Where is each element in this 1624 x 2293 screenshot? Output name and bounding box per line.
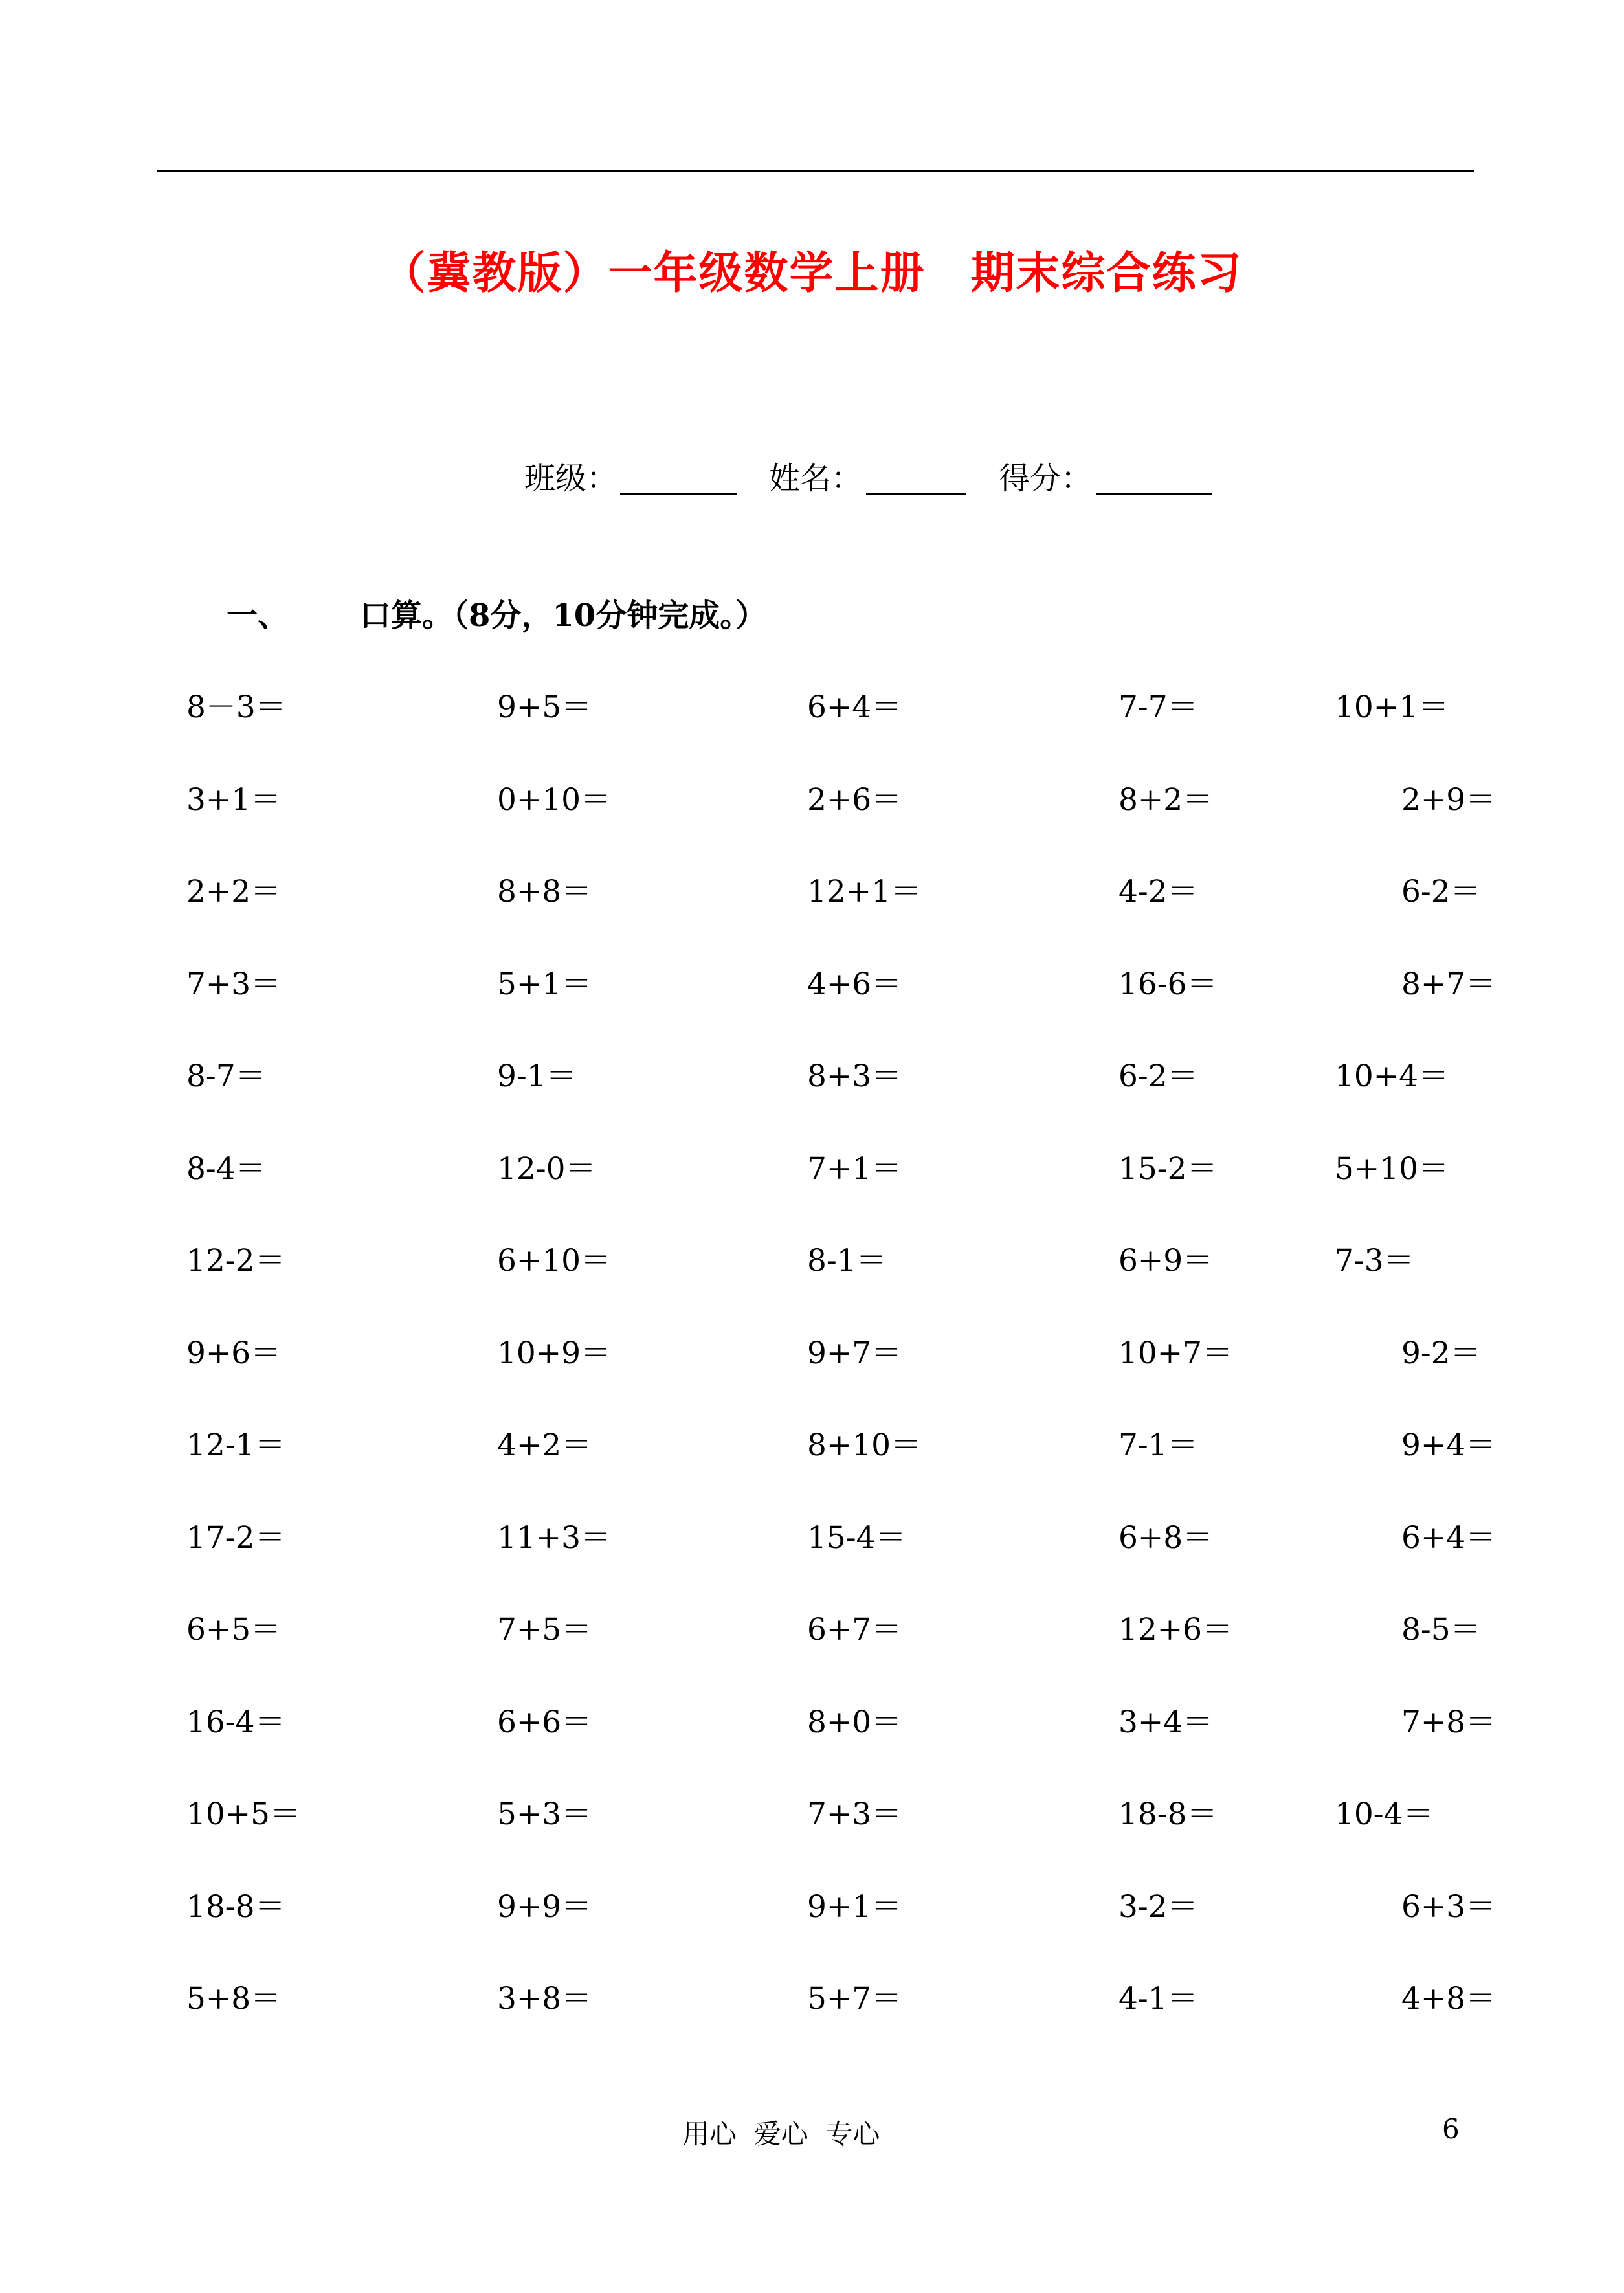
problem-cell: 9+5＝ [497,689,592,725]
problem-cell: 8+3＝ [807,1058,902,1094]
problem-cell: 8-5＝ [1401,1612,1481,1648]
class-blank[interactable] [620,493,737,495]
problem-cell: 8+8＝ [497,874,592,910]
problem-cell: 10+1＝ [1335,689,1449,725]
name-label: 姓名： [769,460,863,497]
problem-cell: 4+6＝ [807,967,902,1002]
problem-cell: 7+3＝ [186,967,282,1002]
problem-cell: 9+6＝ [186,1336,282,1371]
page-number: 6 [1442,2113,1460,2145]
problem-cell: 6+3＝ [1401,1889,1496,1925]
problem-cell: 9+1＝ [807,1889,902,1925]
problem-cell: 18-8＝ [1118,1796,1218,1832]
problem-cell: 2+6＝ [807,782,902,818]
problem-cell: 5+1＝ [497,967,592,1002]
class-label: 班级： [524,460,618,497]
problem-cell: 8-1＝ [807,1243,887,1279]
problem-cell: 6+10＝ [497,1243,612,1279]
problem-cell: 6+6＝ [497,1705,592,1740]
problem-cell: 9-2＝ [1401,1336,1481,1371]
footer-motto: 用心 爱心 专心 [682,2118,880,2150]
problem-cell: 4-2＝ [1118,874,1198,910]
problem-cell: 5+10＝ [1335,1151,1449,1187]
problem-cell: 8+7＝ [1401,967,1496,1002]
problem-cell: 12+1＝ [807,874,922,910]
problem-cell: 4+2＝ [497,1427,592,1463]
problem-cell: 10+4＝ [1335,1058,1449,1094]
problem-cell: 3-2＝ [1118,1889,1198,1925]
problem-cell: 17-2＝ [186,1520,285,1556]
problem-cell: 5+3＝ [497,1796,592,1832]
problem-cell: 9+9＝ [497,1889,592,1925]
problem-cell: 12-2＝ [186,1243,285,1279]
problem-cell: 10-4＝ [1335,1796,1434,1832]
problem-cell: 6+4＝ [1401,1520,1496,1556]
problem-cell: 10+7＝ [1118,1336,1233,1371]
name-blank[interactable] [866,493,966,495]
problem-cell: 11+3＝ [497,1520,612,1556]
problem-cell: 7+3＝ [807,1796,902,1832]
problem-cell: 7+1＝ [807,1151,902,1187]
problem-cell: 7-1＝ [1118,1427,1198,1463]
problem-cell: 8-7＝ [186,1058,266,1094]
problem-cell: 4+8＝ [1401,1981,1496,2017]
header-rule [157,170,1474,172]
problem-cell: 9+7＝ [807,1336,902,1371]
problem-cell: 6+5＝ [186,1612,282,1648]
problem-cell: 2+9＝ [1401,782,1496,818]
problem-cell: 6-2＝ [1401,874,1481,910]
problem-cell: 3+4＝ [1118,1705,1214,1740]
problem-cell: 4-1＝ [1118,1981,1198,2017]
problem-cell: 15-4＝ [807,1520,906,1556]
problem-cell: 7+5＝ [497,1612,592,1648]
problem-cell: 10+5＝ [186,1796,301,1832]
problem-cell: 8－3＝ [186,689,286,725]
problem-cell: 12-0＝ [497,1151,596,1187]
problem-cell: 0+10＝ [497,782,612,818]
problem-cell: 7-7＝ [1118,689,1198,725]
problem-cell: 9+4＝ [1401,1427,1496,1463]
problem-cell: 6+4＝ [807,689,902,725]
document-title: （冀教版）一年级数学上册 期末综合练习 [381,247,1243,299]
problem-cell: 8+0＝ [807,1705,902,1740]
problem-cell: 8+10＝ [807,1427,922,1463]
score-blank[interactable] [1096,493,1212,495]
problem-cell: 6+8＝ [1118,1520,1214,1556]
problem-cell: 15-2＝ [1118,1151,1218,1187]
section-heading: 口算。（8分，10分钟完成。） [360,598,767,634]
problem-cell: 7-3＝ [1335,1243,1414,1279]
score-label: 得分： [999,460,1093,497]
problem-cell: 6+7＝ [807,1612,902,1648]
problem-cell: 12+6＝ [1118,1612,1233,1648]
problem-cell: 2+2＝ [186,874,282,910]
section-number: 一、 [227,598,289,634]
problem-cell: 16-4＝ [186,1705,285,1740]
problem-cell: 6-2＝ [1118,1058,1198,1094]
problem-cell: 16-6＝ [1118,967,1218,1002]
problem-cell: 8-4＝ [186,1151,266,1187]
problem-cell: 5+8＝ [186,1981,282,2017]
problem-cell: 12-1＝ [186,1427,285,1463]
problem-cell: 8+2＝ [1118,782,1214,818]
problem-cell: 9-1＝ [497,1058,577,1094]
problem-cell: 6+9＝ [1118,1243,1214,1279]
problem-cell: 3+8＝ [497,1981,592,2017]
student-info-line [0,453,1624,511]
problem-cell: 5+7＝ [807,1981,902,2017]
problem-cell: 3+1＝ [186,782,282,818]
problem-cell: 18-8＝ [186,1889,285,1925]
problem-cell: 7+8＝ [1401,1705,1496,1740]
problem-cell: 10+9＝ [497,1336,612,1371]
